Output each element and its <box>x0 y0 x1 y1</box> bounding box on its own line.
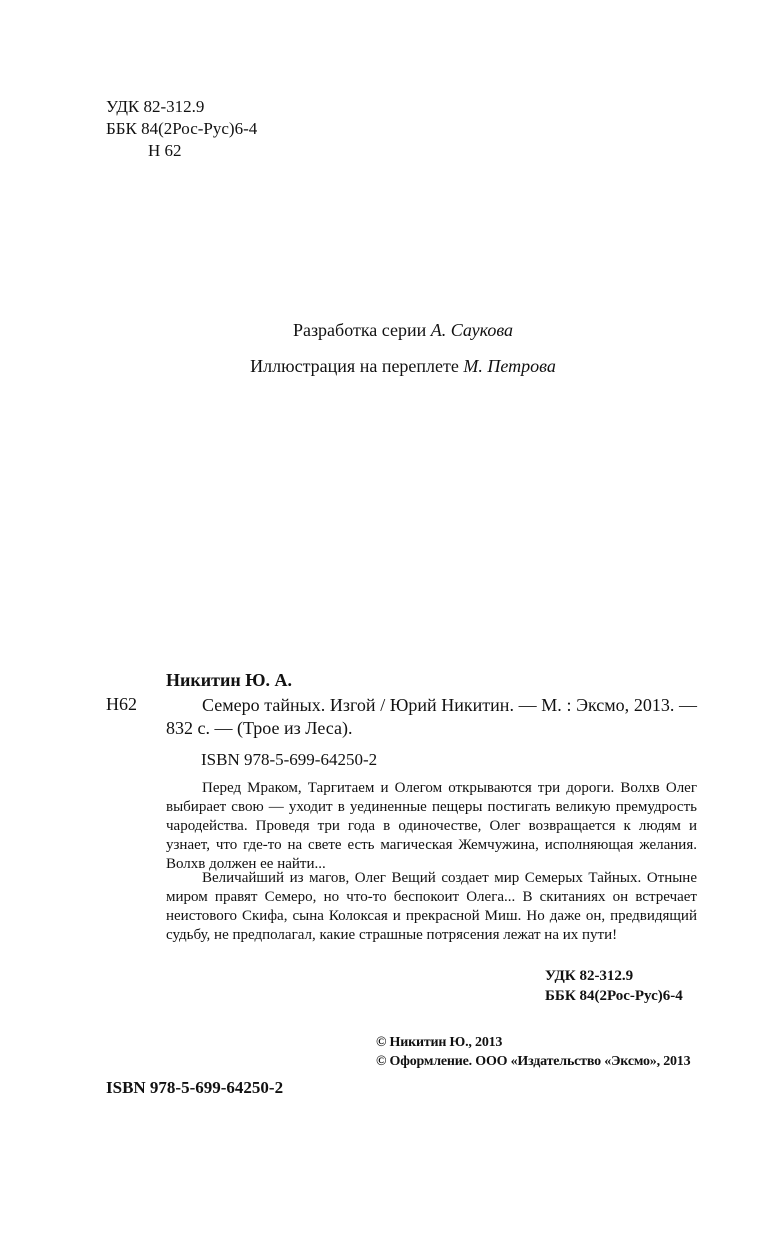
catalog-udk: УДК 82-312.9 <box>545 968 634 984</box>
author-sign: Н 62 <box>148 141 182 160</box>
copyright-block <box>376 1033 690 1071</box>
annotation-paragraph-1: Перед Мраком, Таргитаем и Олегом открываются три дороги. Волхв Олег выбирает свою — уходит в уединенные пещеры постигать великую премудрость чародейства. Проведя три года в одиночестве, Олег возвращается к людям и узнает, что где-то на свете есть магическая Жемчужина, исполняющая желания. Волхв должен ее найти... <box>166 780 697 872</box>
catalog-code: Н62 <box>106 694 137 714</box>
catalog-author: Никитин Ю. А. <box>166 670 292 690</box>
series-designer: А. Саукова <box>430 320 514 340</box>
footer-isbn: ISBN 978-5-699-64250-2 <box>106 1078 284 1097</box>
catalog-isbn: ISBN 978-5-699-64250-2 <box>201 750 378 769</box>
catalog-bbk: ББК 84(2Рос-Рус)6-4 <box>545 988 683 1004</box>
copyright-author: © Никитин Ю., 2013 <box>376 1035 503 1050</box>
annotation-paragraph-2: Величайший из магов, Олег Вещий создает мир Семерых Тайных. Отныне миром правят Семеро, но что-то беспокоит Олега... В скитаниях он встречает неистового Скифа, сына Колоксая и прекрасной Миш. Но даже он, предвидящий судьбу, не предполагал, какие страшные потрясения лежат на их пути! <box>166 870 697 943</box>
series-label: Разработка серии <box>292 320 431 340</box>
illustration-credit <box>0 356 768 377</box>
copyright-design: © Оформление. ООО «Издательство «Эксмо», 2013 <box>376 1054 691 1069</box>
catalog-codes <box>545 966 683 1006</box>
udk-code: УДК 82-312.9 <box>106 97 205 116</box>
header-codes <box>106 96 257 162</box>
series-credit <box>0 320 768 341</box>
bbk-code: ББК 84(2Рос-Рус)6-4 <box>106 119 258 138</box>
illustrator: М. Петрова <box>463 356 556 376</box>
catalog-description: Семеро тайных. Изгой / Юрий Никитин. — М. : Эксмо, 2013. — 832 с. — (Трое из Леса). <box>166 695 697 738</box>
illustration-label: Иллюстрация на переплете <box>250 356 464 376</box>
